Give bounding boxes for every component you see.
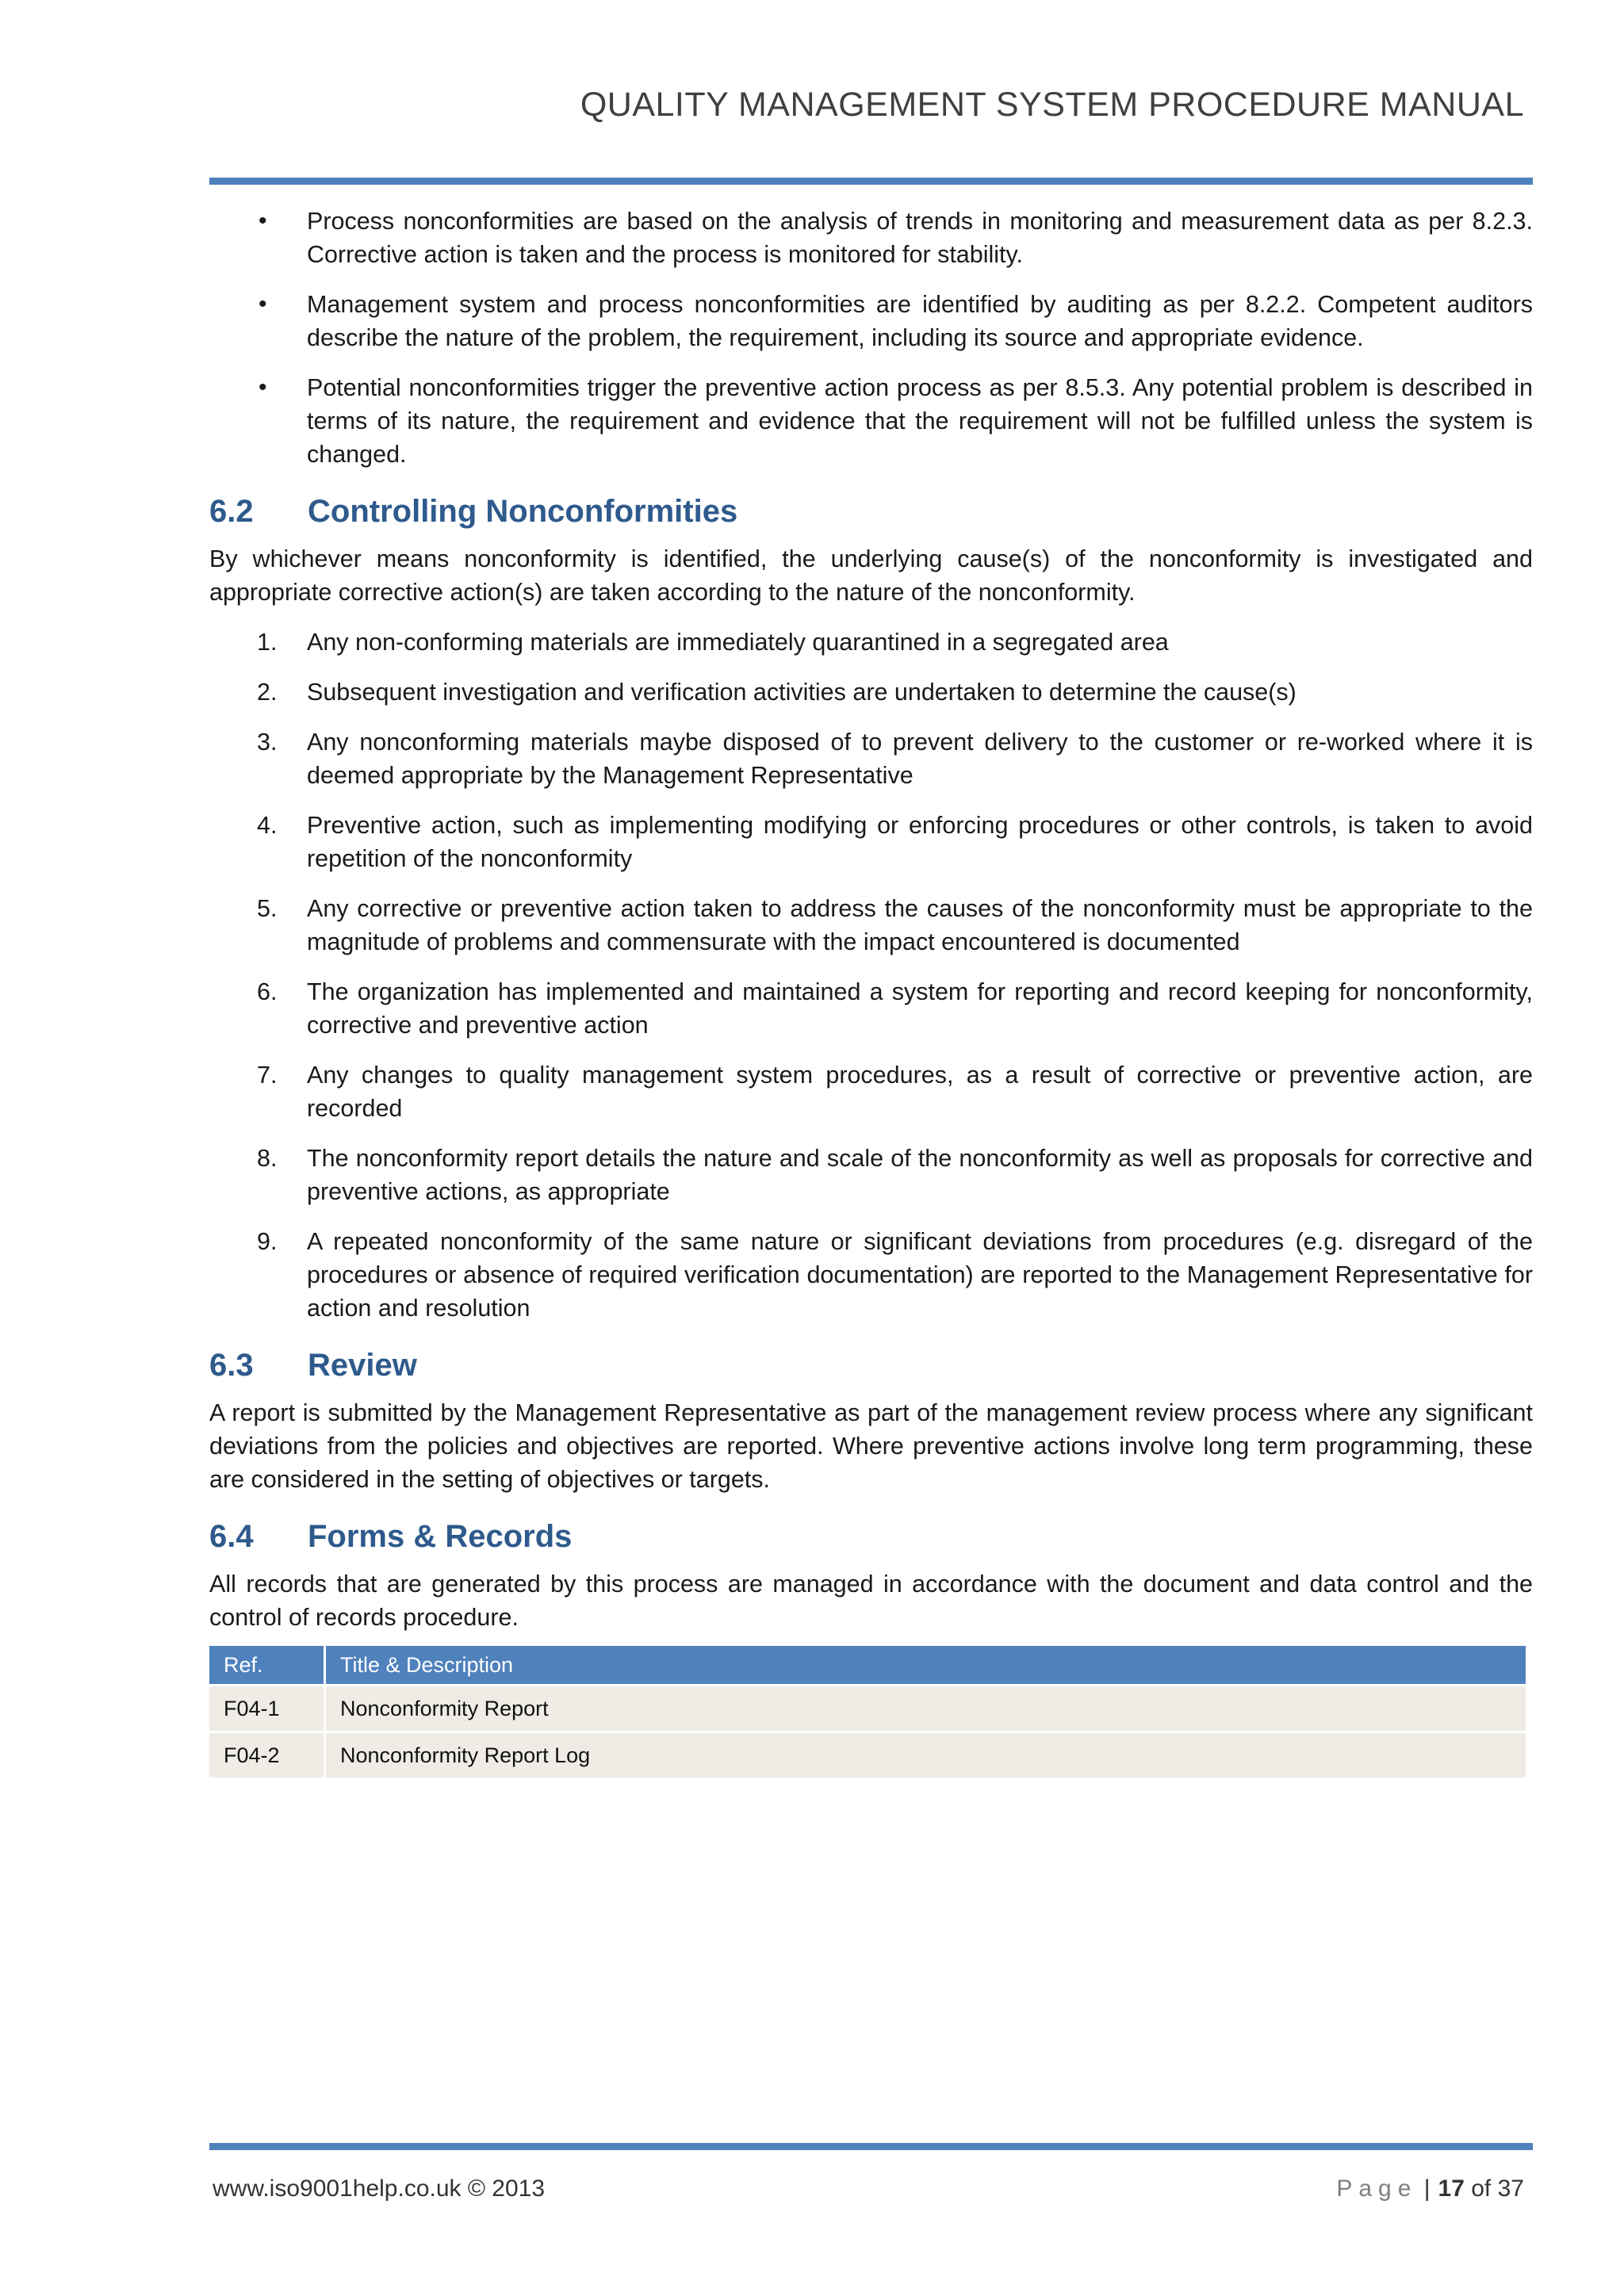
list-number: 1.: [257, 629, 278, 656]
section-title: Review: [308, 1348, 417, 1383]
table-header-row: [209, 1646, 1526, 1684]
list-item-text: Any corrective or preventive action taken to address the causes of the nonconformity must be appropriate to the magnitude of problems and commensurate with the impact encountered is documented: [307, 895, 1533, 955]
footer-rule: [209, 2143, 1533, 2150]
list-number: 7.: [257, 1062, 278, 1089]
page-total: 37: [1497, 2175, 1524, 2202]
section-heading-6-4: [209, 1517, 1533, 1556]
section-number: 6.3: [209, 1348, 254, 1383]
list-item-text: The nonconformity report details the nature and scale of the nonconformity as well as proposals for corrective and preventive actions, as appropriate: [307, 1145, 1533, 1205]
list-item-text: A repeated nonconformity of the same nature or significant deviations from procedures (e.g. disregard of the procedures or absence of required verification documentation) are reported to the Management Representative for action and resolution: [307, 1228, 1533, 1322]
list-number: 9.: [257, 1228, 278, 1255]
cell-title: Nonconformity Report Log: [326, 1733, 1526, 1777]
list-item: [209, 1225, 1533, 1325]
section-title: Forms & Records: [308, 1519, 573, 1554]
intro-bullet-list: [209, 205, 1533, 471]
page-of: of: [1471, 2175, 1492, 2202]
list-item: [209, 809, 1533, 875]
list-item-text: The organization has implemented and maintained a system for reporting and record keeping for nonconformity, corrective and preventive action: [307, 978, 1533, 1039]
header-rule: [209, 178, 1533, 185]
bullet-icon: •: [259, 291, 267, 317]
section-number: 6.2: [209, 494, 254, 529]
records-table: [209, 1644, 1526, 1780]
table-row: [209, 1733, 1526, 1777]
section-title: Controlling Nonconformities: [308, 494, 738, 529]
list-item-text: Any nonconforming materials maybe disposed of to prevent delivery to the customer or re-worked where it is deemed appropriate by the Management Representative: [307, 729, 1533, 789]
list-item-text: Preventive action, such as implementing modifying or enforcing procedures or other controls, is taken to avoid repetition of the nonconformity: [307, 812, 1533, 872]
cell-ref: F04-2: [209, 1733, 326, 1777]
table-row: [209, 1686, 1526, 1731]
list-item: [209, 725, 1533, 792]
cell-ref: F04-1: [209, 1686, 326, 1731]
section-intro: By whichever means nonconformity is identified, the underlying cause(s) of the nonconformity is investigated and appropriate corrective action(s) are taken according to the nature of the nonconformity.: [209, 545, 1533, 606]
list-number: 3.: [257, 729, 278, 756]
page-content: [209, 205, 1533, 1780]
column-header-ref: Ref.: [209, 1646, 326, 1684]
section-heading-6-2: [209, 492, 1533, 531]
list-number: 4.: [257, 812, 278, 839]
list-item: [209, 1142, 1533, 1208]
list-item-text: Any changes to quality management system procedures, as a result of corrective or preventive action, are recorded: [307, 1062, 1533, 1122]
list-item: [209, 626, 1533, 659]
document-title: QUALITY MANAGEMENT SYSTEM PROCEDURE MANUAL: [580, 86, 1524, 124]
section-body: All records that are generated by this process are managed in accordance with the document and data control and the control of records procedure.: [209, 1571, 1533, 1631]
list-item-text: Any non-conforming materials are immediately quarantined in a segregated area: [307, 629, 1169, 656]
list-number: 6.: [257, 978, 278, 1005]
list-number: 5.: [257, 895, 278, 922]
list-item: [209, 975, 1533, 1042]
list-number: 8.: [257, 1145, 278, 1172]
page-label: Page: [1336, 2175, 1418, 2202]
cell-title: Nonconformity Report: [326, 1686, 1526, 1731]
section-body: A report is submitted by the Management Representative as part of the management review process where any significant deviations from the policies and objectives are reported. Where preventive actions involve long term programming, these are considered in the setting of objectives or targets.: [209, 1399, 1533, 1493]
list-item: [209, 892, 1533, 959]
list-item-text: Process nonconformities are based on the analysis of trends in monitoring and measurement data as per 8.2.3. Corrective action is taken and the process is monitored for stability.: [307, 208, 1533, 268]
section-heading-6-3: [209, 1345, 1533, 1385]
section-number: 6.4: [209, 1519, 254, 1554]
page-current: 17: [1438, 2175, 1465, 2202]
list-item-text: Potential nonconformities trigger the preventive action process as per 8.5.3. Any potential problem is described in terms of its nature, the requirement and evidence that the requirement will not be fulfilled unless the system is changed.: [307, 374, 1533, 468]
numbered-list: [209, 626, 1533, 1325]
list-item-text: Management system and process nonconformities are identified by auditing as per 8.2.2. Competent auditors describe the nature of the problem, the requirement, including its source and appropriate evidence.: [307, 291, 1533, 351]
column-header-title: Title & Description: [326, 1646, 1526, 1684]
page-separator: |: [1423, 2175, 1431, 2202]
bullet-icon: •: [259, 374, 267, 400]
page-number: [1336, 2175, 1524, 2202]
bullet-icon: •: [259, 208, 267, 234]
list-item: [209, 1058, 1533, 1125]
list-item: [209, 288, 1533, 354]
list-item-text: Subsequent investigation and verification activities are undertaken to determine the cause(s): [307, 679, 1297, 706]
footer-website: www.iso9001help.co.uk © 2013: [213, 2175, 546, 2202]
list-item: [209, 371, 1533, 471]
list-item: [209, 205, 1533, 271]
list-item: [209, 675, 1533, 709]
list-number: 2.: [257, 679, 278, 706]
